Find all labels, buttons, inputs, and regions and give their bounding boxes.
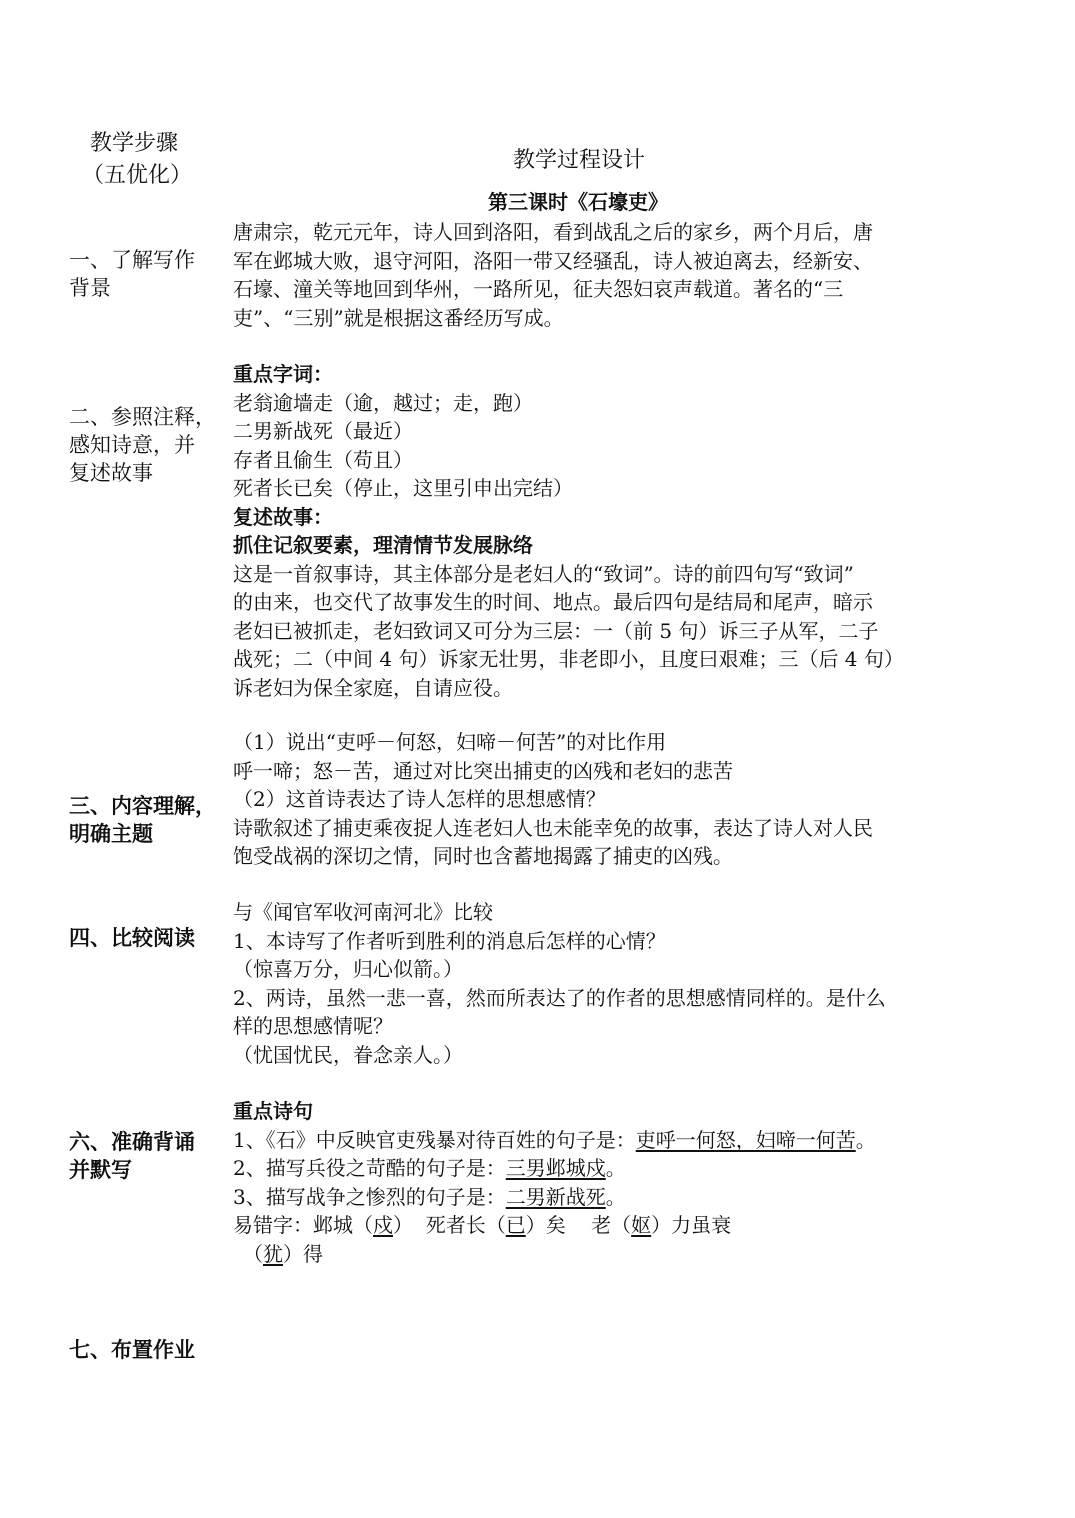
section-6-heading: 六、准确背诵 并默写 xyxy=(69,1129,195,1182)
column-header-steps: 教学步骤 xyxy=(90,131,179,156)
section-3-body: （1）说出“吏呼－何怒，妇啼－何苦”的对比作用 呼一啼；怒－苦，通过对比突出捕吏的凶残和老妇的悲苦 （2）这首诗表达了诗人怎样的思想感情？ 诗歌叙述了捕吏乘夜捉人连老妇人也未能幸免的故事，表达了诗人对人民 饱受战祸的深切之情，同时也含蓄地揭露了捕吏的凶残。 xyxy=(233,730,873,868)
key-words-label: 重点字词： xyxy=(233,362,333,386)
section-4-body: 与《闻官军收河南河北》比较 1、本诗写了作者听到胜利的消息后怎样的心情？ （惊喜万分，归心似箭。） 2、两诗，虽然一悲一喜，然而所表达了的作者的思想感情同样的。是什么 样的思想感情呢？ （忧国忧民，眷念亲人。） xyxy=(233,900,886,1067)
answer-blank: 三男邺城戍 xyxy=(505,1156,606,1180)
section-6-body xyxy=(233,1097,945,1268)
section-3-heading: 三、内容理解， 明确主题 xyxy=(69,793,216,846)
section-4-heading: 四、比较阅读 xyxy=(69,925,195,950)
answer-blank: 吏呼一何怒，妇啼一何苦 xyxy=(635,1127,856,1152)
retell-label: 复述故事： xyxy=(233,504,333,529)
key-word-item: 死者长已矣（停止，这里引申出完结） xyxy=(233,476,573,500)
answer-blank: 二男新战死 xyxy=(505,1184,606,1209)
recite-question-2: 2、描写兵役之苛酷的句子是：三男邺城戍。 xyxy=(233,1156,626,1180)
key-word-item: 存者且偷生（苟且） xyxy=(233,447,413,472)
recite-question-1: 1、《石》中反映官吏残暴对待百姓的句子是：吏呼一何怒，妇啼一何苦。 xyxy=(233,1127,876,1152)
section-2-heading: 二、参照注释， 感知诗意，并 复述故事 xyxy=(69,405,216,485)
page-title: 教学过程设计 xyxy=(513,148,646,173)
error-prone-chars-cont: （犹）得 xyxy=(243,1241,323,1266)
section-2-body: 重点字词： 老翁逾墙走（逾，越过；走，跑） 二男新战死（最近） 存者且偷生（苟且） 死者长已矣（停止，这里引申出完结） 复述故事： 抓住记叙要素，理清情节发展脉络 这是一首叙事诗，其主体部分是老妇人的“致词”。诗的前四句写“致词” 的由来，也交代了故事发生的时间、地点。最后四句是结局和尾声，暗示 老妇已被抓走，老妇致词又可分为三层：一（前 5 句）诉三子从军，二子 战死；二（中间 4 句）诉家无壮男，非老即小，且度曰艰难；三（后 4 句） 诉老妇为保全家庭，自请应役。 xyxy=(233,360,945,702)
section-1-heading: 一、了解写作 背景 xyxy=(69,248,195,300)
column-header-steps-sub: （五优化） xyxy=(82,163,193,188)
key-word-item: 二男新战死（最近） xyxy=(233,419,413,443)
retell-subtitle: 抓住记叙要素，理清情节发展脉络 xyxy=(233,533,533,557)
error-prone-chars: 易错字：邺城（戍） 死者长（已）矣 老（妪）力虽衰 xyxy=(233,1213,732,1237)
lesson-title: 第三课时《石壕吏》 xyxy=(488,190,668,214)
section-7-heading: 七、布置作业 xyxy=(69,1337,195,1362)
key-word-item: 老翁逾墙走（逾，越过；走，跑） xyxy=(233,390,533,415)
key-lines-label: 重点诗句 xyxy=(233,1099,313,1123)
recite-question-3: 3、描写战争之惨烈的句子是：二男新战死。 xyxy=(233,1184,626,1209)
section-1-body: 唐肃宗，乾元元年，诗人回到洛阳，看到战乱之后的家乡，两个月后，唐 军在邺城大败，退守河阳，洛阳一带又经骚乱，诗人被迫离去，经新安、 石壕、潼关等地回到华州，一路所见，征夫怨妇哀声载道。著名的“三 吏”、“三别”就是根据这番经历写成。 xyxy=(233,220,873,330)
